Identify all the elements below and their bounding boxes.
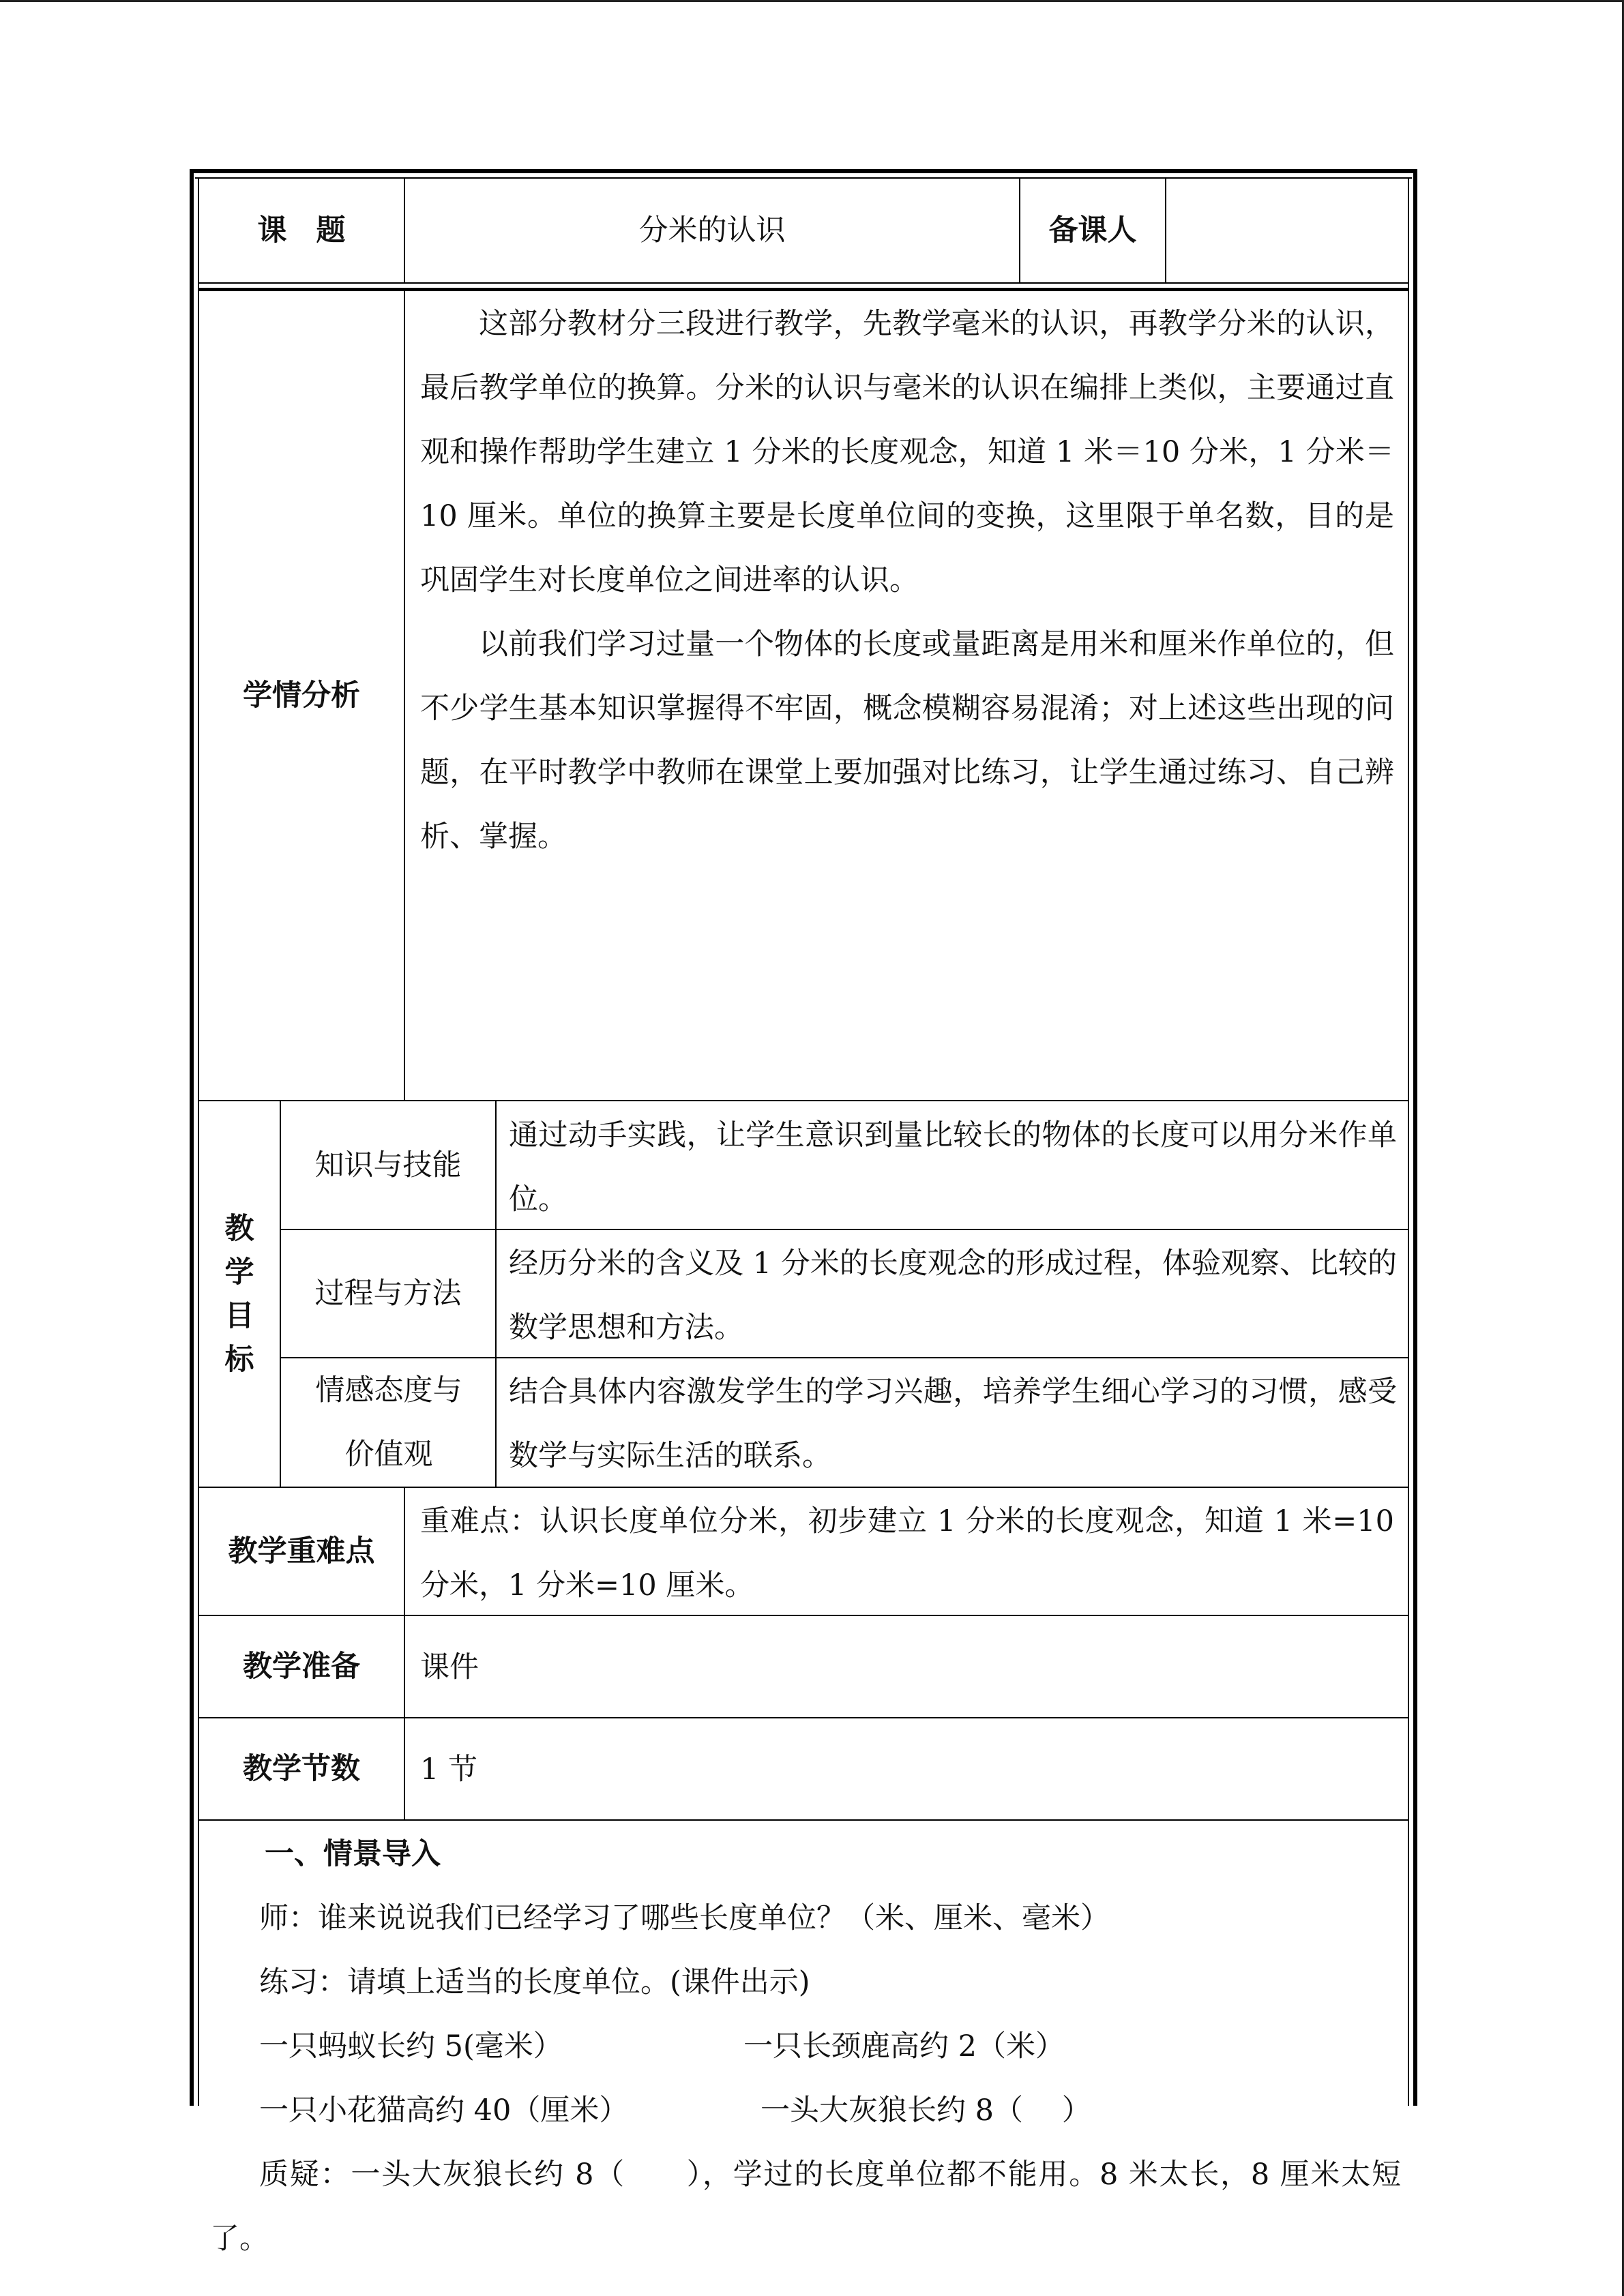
periods-text: 1 节	[420, 1753, 478, 1787]
objective-text-process: 经历分米的含义及 1 分米的长度观念的形成过程，体验观察、比较的数学思想和方法。	[509, 1247, 1397, 1345]
objective-text-knowledge: 通过动手实践，让学生意识到量比较长的物体的长度可以用分米作单位。	[509, 1118, 1397, 1217]
analysis-paragraph-1: 这部分教材分三段进行教学，先教学毫米的认识，再教学分米的认识，最后教学单位的换算。分米的认识与毫米的认识在编排上类似，主要通过直观和操作帮助学生建立 1 分米的长度观念，知道 1 米＝10 分米，1 分米＝10 厘米。单位的换算主要是长度单位间的变换，这里限于单名数，目的是巩固学生对长度单位之间进率的认识。	[420, 307, 1394, 597]
process-exercise-row-1	[210, 2014, 1401, 2078]
periods-label: 教学节数	[243, 1752, 360, 1786]
periods-col-line	[404, 1718, 405, 1821]
objective-label-attitude: 情感态度与价值观	[315, 1373, 462, 1472]
exercise-giraffe: 一只长颈鹿高约 2（米）	[743, 2029, 1065, 2063]
objectives-label-char-3: 目	[224, 1298, 254, 1333]
exercise-cat: 一只小花猫高约 40（厘米）	[259, 2093, 629, 2128]
objectives-label-char-1: 教	[224, 1211, 254, 1246]
analysis-col-line	[404, 291, 405, 1100]
lesson-plan-table	[190, 169, 1417, 2256]
objectives-label	[199, 1101, 280, 1487]
preparer-label: 备课人	[1048, 213, 1137, 248]
preparation-col-line	[404, 1616, 405, 1718]
preparation-text: 课件	[420, 1650, 479, 1684]
table-border-right-outer	[1413, 169, 1417, 2106]
objectives-col-line-2	[495, 1101, 497, 1488]
process-line-3: 质疑：一头大灰狼长约 8（ ），学过的长度单位都不能用。8 米太长，8 厘米太短了。	[210, 2158, 1401, 2256]
process-section	[210, 1822, 1401, 2271]
preparation-label: 教学准备	[243, 1650, 360, 1684]
analysis-paragraph-2: 以前我们学习过量一个物体的长度或量距离是用米和厘米作单位的，但不少学生基本知识掌握得不牢固，概念模糊容易混淆；对上述这些出现的问题，在平时教学中教师在课堂上要加强对比练习，让学生通过练习、自己辨析、掌握。	[420, 627, 1394, 854]
periods-row-divider	[198, 1819, 1409, 1821]
page-top-edge	[0, 0, 1624, 2]
objective-text-attitude: 结合具体内容激发学生的学习兴趣，培养学生细心学习的习惯，感受数学与实际生活的联系。	[509, 1375, 1397, 1473]
process-exercise-row-2	[210, 2078, 1401, 2143]
objective-label-process: 过程与方法	[314, 1277, 462, 1311]
exercise-ant: 一只蚂蚁长约 5(毫米）	[259, 2029, 563, 2063]
table-border-top-outer	[190, 169, 1417, 173]
preparer-value	[1166, 179, 1408, 282]
keypoints-text: 重难点：认识长度单位分米，初步建立 1 分米的长度观念，知道 1 米=10 分米，1 分米=10 厘米。	[420, 1504, 1394, 1602]
topic-value: 分米的认识	[638, 213, 786, 248]
process-section-title: 一、情景导入	[265, 1837, 441, 1871]
analysis-label: 学情分析	[243, 679, 360, 713]
exercise-wolf: 一头大灰狼长约 8（ ）	[761, 2093, 1091, 2128]
process-line-2: 练习：请填上适当的长度单位。(课件出示)	[259, 1965, 810, 1999]
objective-label-knowledge: 知识与技能	[314, 1148, 462, 1182]
keypoints-col-line	[404, 1488, 405, 1616]
objectives-label-char-4: 标	[224, 1342, 254, 1377]
process-line-1: 师：谁来说说我们已经学习了哪些长度单位？（米、厘米、毫米）	[259, 1901, 1110, 1935]
table-border-left-outer	[190, 169, 194, 2106]
objectives-label-char-2: 学	[224, 1255, 254, 1289]
topic-label: 课 题	[257, 213, 346, 248]
table-border-right-inner	[1408, 177, 1409, 2106]
keypoints-label: 教学重难点	[228, 1534, 375, 1568]
analysis-text	[420, 292, 1394, 869]
header-row-divider-a	[198, 282, 1409, 284]
